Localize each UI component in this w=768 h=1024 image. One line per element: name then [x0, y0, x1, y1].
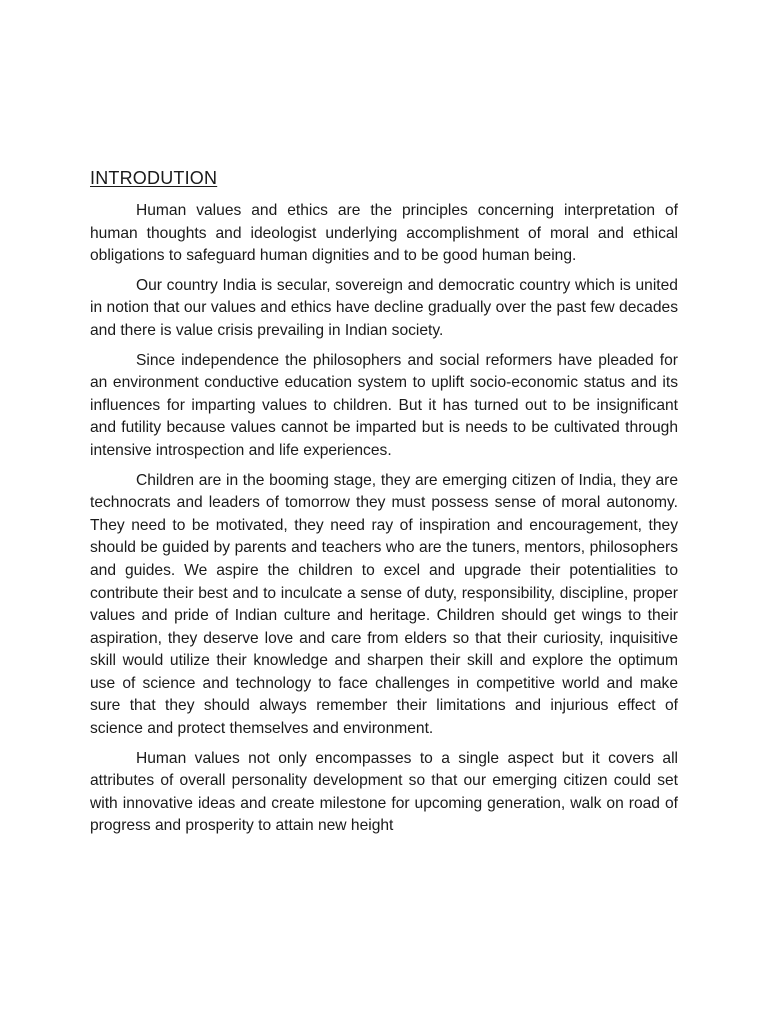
- paragraph-1: Human values and ethics are the principles concerning interpretation of human thoughts and ideologist underlying accomplishment of moral and ethical obligations to safeguard human dignities and to be good human being.: [90, 202, 678, 265]
- section-heading: INTRODUTION: [90, 168, 218, 188]
- paragraph-2: Our country India is secular, sovereign and democratic country which is united in notion that our values and ethics have decline gradually over the past few decades and there is value crisis prevailing in Indian society.: [90, 276, 678, 339]
- paragraph-5: Human values not only encompasses to a single aspect but it covers all attributes of overall personality development so that our emerging citizen could set with innovative ideas and create milestone for upcoming generation, walk on road of progress and prosperity to attain new height: [90, 749, 678, 835]
- paragraph-3: Since independence the philosophers and social reformers have pleaded for an environment conductive education system to uplift socio-economic status and its influences for imparting values to children. But it has turned out to be insignificant and futility because values cannot be imparted but is needs to be cultivated through intensive introspection and life experiences.: [90, 351, 678, 459]
- document-page: [90, 166, 678, 845]
- paragraph-4: Children are in the booming stage, they are emerging citizen of India, they are technocrats and leaders of tomorrow they must possess sense of moral autonomy. They need to be motivated, they need ray of inspiration and encouragement, they should be guided by parents and teachers who are the tuners, mentors, philosophers and guides. We aspire the children to excel and upgrade their potentialities to contribute their best and to inculcate a sense of duty, responsibility, discipline, proper values and pride of Indian culture and heritage. Children should get wings to their aspiration, they deserve love and care from elders so that their curiosity, inquisitive skill would utilize their knowledge and sharpen their skill and explore the optimum use of science and technology to face challenges in competitive world and make sure that they should always remember their limitations and injurious effect of science and protect themselves and environment.: [90, 471, 678, 738]
